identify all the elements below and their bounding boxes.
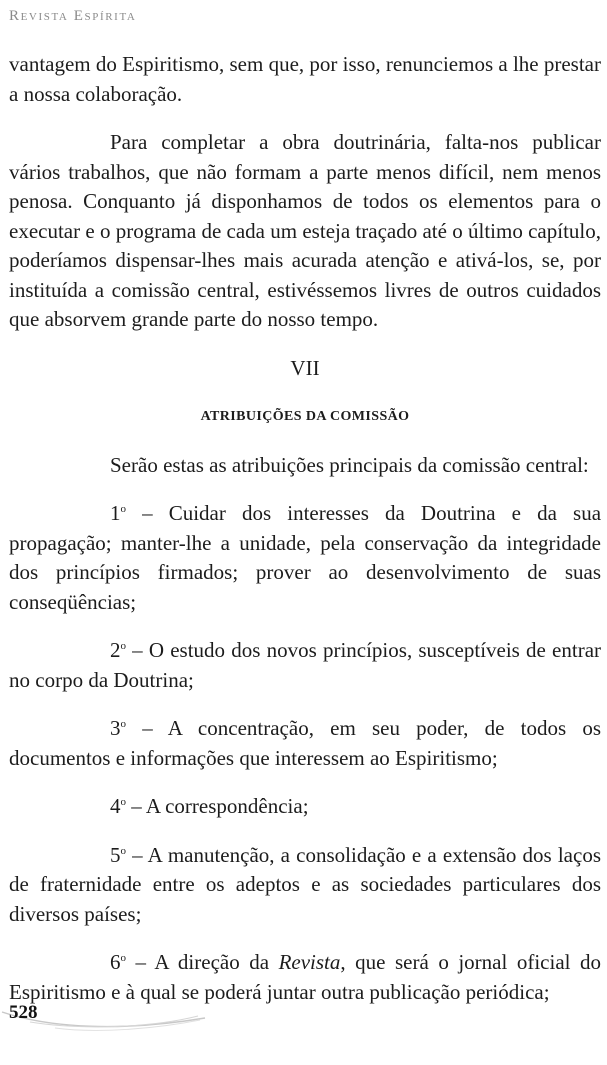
item-text: Cuidar dos interesses da Doutrina e da sua propagação; manter-lhe a unidade, pela conservação da integridade dos princípios firmados; prover ao desenvolvimento de suas conseqüências;: [9, 501, 602, 614]
list-item: [9, 714, 601, 773]
item-text: A direção da: [154, 950, 279, 974]
item-separator: –: [126, 716, 168, 740]
page-body: [9, 50, 601, 1026]
running-header: Revista Espírita: [9, 8, 137, 24]
item-number: 5: [110, 842, 121, 867]
ordinal-mark: o: [120, 718, 126, 730]
item-separator: –: [126, 842, 148, 867]
section-number: VII: [290, 355, 320, 380]
item-separator: –: [126, 794, 146, 818]
item-number: 6: [110, 950, 121, 974]
list-item: [9, 841, 601, 930]
item-text: A concentração, em seu poder, de todos os documentos e informações que interessem ao Espiritismo;: [9, 716, 601, 770]
item-separator: –: [126, 501, 169, 525]
list-item: [9, 499, 601, 617]
item-text: O estudo dos novos princípios, susceptíveis de entrar no corpo da Doutrina;: [9, 638, 602, 692]
item-text: A manutenção, a consolidação e a extensão dos laços de fraternidade entre os adeptos e as sociedades particulares dos diversos países;: [9, 842, 601, 926]
ordinal-mark: o: [120, 952, 126, 964]
item-number: 1: [110, 501, 121, 525]
journal-title: Revista: [278, 950, 341, 974]
paragraph: Serão estas as atribuições principais da comissão central:: [110, 452, 589, 477]
item-number: 4: [110, 794, 121, 818]
ordinal-mark: o: [120, 844, 126, 857]
section-title: ATRIBUIÇÕES DA COMISSÃO: [200, 409, 410, 424]
item-separator: –: [126, 638, 149, 662]
ordinal-mark: o: [120, 796, 126, 808]
ordinal-mark: o: [120, 640, 126, 652]
item-number: 2: [110, 638, 121, 662]
page-number: 528: [9, 1002, 38, 1023]
paragraph: vantagem do Espiritismo, sem que, por isso, renunciemos a lhe prestar a nossa colaboração.: [9, 52, 601, 106]
ordinal-mark: o: [120, 503, 126, 515]
paragraph: Para completar a obra doutrinária, falta-nos publicar vários trabalhos, que não formam a parte menos difícil, nem menos penosa. Conquanto já disponhamos de todos os elementos para o executar e o programa de cada um esteja traçado até o último capítulo, poderíamos dispensar-lhes mais acurada atenção e ativá-los, se, por instituída a comissão central, estivéssemos livres de outros cuidados que absorvem grande parte do nosso tempo.: [9, 130, 601, 331]
list-item: [9, 636, 601, 695]
item-text: , que será o jornal oficial do Espiritismo e à qual se poderá juntar outra publicação periódica;: [9, 950, 602, 1004]
item-text: A correspondência;: [145, 794, 309, 818]
item-separator: –: [126, 950, 155, 974]
item-number: 3: [110, 716, 121, 740]
list-item: [9, 792, 601, 822]
